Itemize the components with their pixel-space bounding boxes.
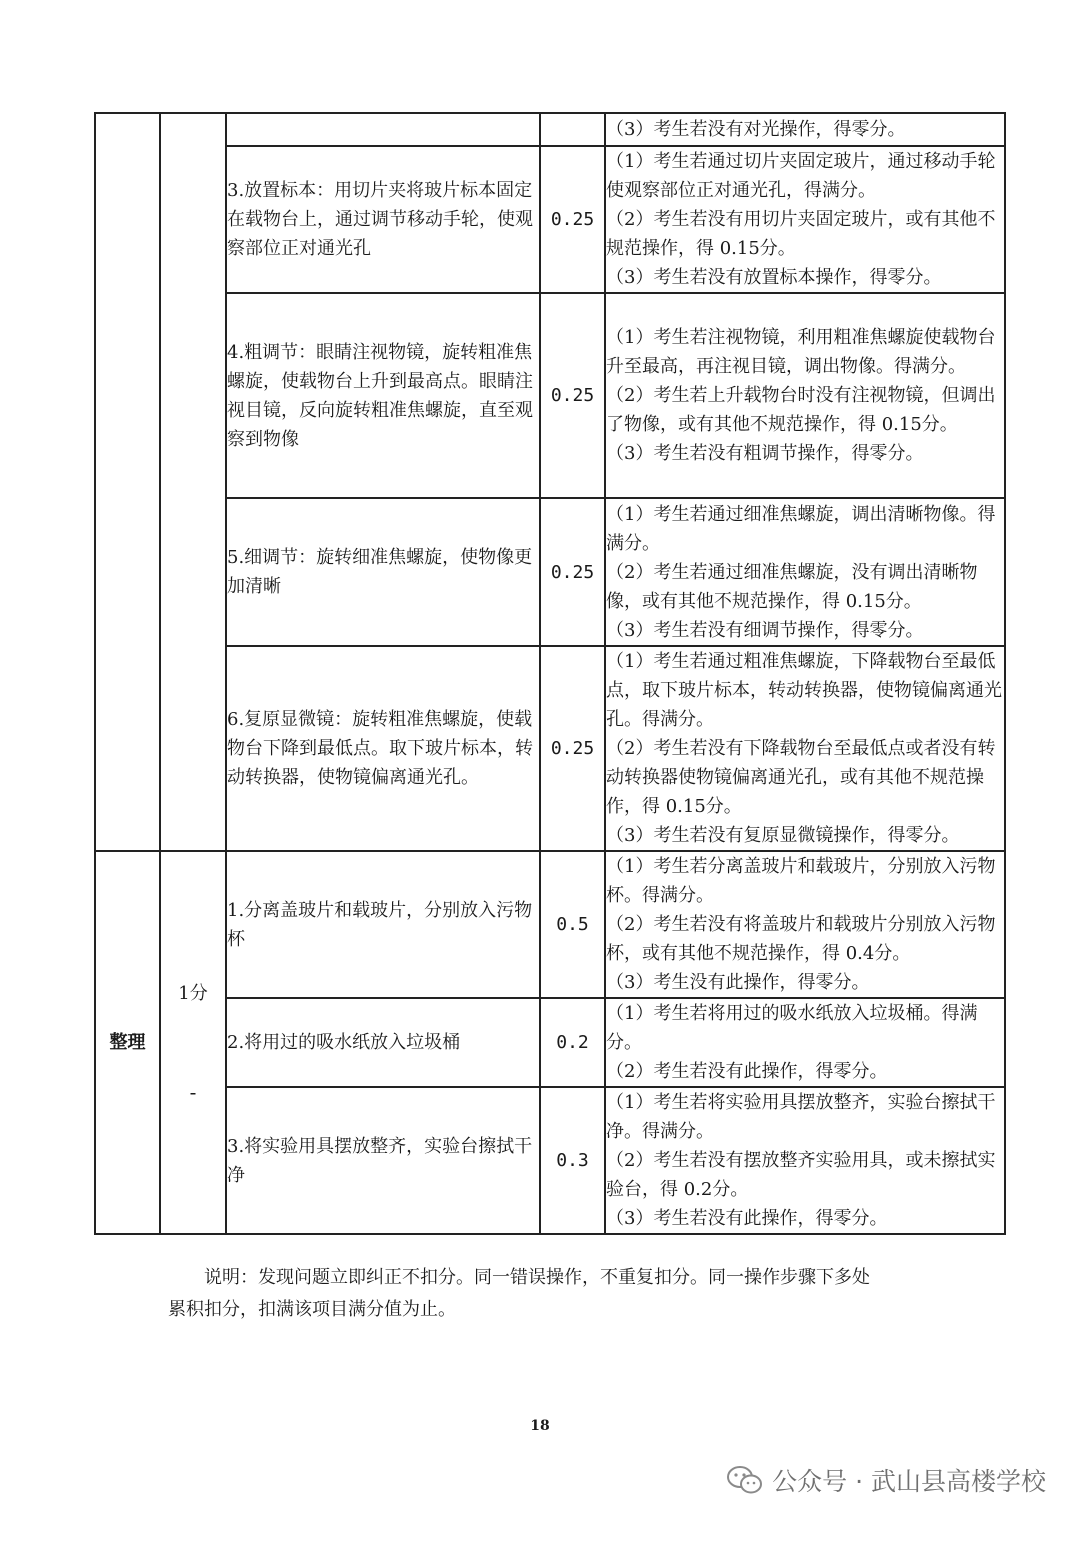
criteria-cell: [605, 293, 1005, 498]
step-cell: 5.细调节：旋转细准焦螺旋，使物像更加清晰: [226, 498, 540, 646]
watermark-text: 公众号 · 武山县高楼学校: [772, 1467, 1046, 1496]
watermark: [726, 1460, 1046, 1500]
criteria-line: （1）考生若注视物镜，利用粗准焦螺旋使载物台升至最高，再注视目镜，调出物像。得满分。: [606, 327, 996, 377]
criteria-line: （2）考生若没有用切片夹固定玻片，或有其他不规范操作，得 0.15分。: [606, 209, 996, 259]
criteria-line: （2）考生若没有摆放整齐实验用具，或未擦拭实验台，得 0.2分。: [606, 1150, 996, 1200]
criteria-cell: [605, 113, 1005, 146]
criteria-line: （3）考生若没有放置标本操作，得零分。: [606, 267, 942, 288]
criteria-line: （2）考生若没有下降载物台至最低点或者没有转动转换器使物镜偏离通光孔，或有其他不规范操作，得 0.15分。: [606, 738, 996, 817]
criteria-line: （3）考生若没有复原显微镜操作，得零分。: [606, 825, 960, 846]
scoring-table: [94, 112, 1006, 1235]
score-cell: [540, 113, 605, 146]
criteria-line: （3）考生若没有细调节操作，得零分。: [606, 619, 924, 641]
note-line-2: 累积扣分，扣满该项目满分值为止。: [168, 1299, 456, 1320]
step-cell: 1.分离盖玻片和载玻片，分别放入污物杯: [226, 851, 540, 998]
score-cell: 0.2: [540, 998, 605, 1087]
criteria-line: （3）考生没有此操作，得零分。: [606, 972, 870, 993]
criteria-cell: [605, 146, 1005, 293]
criteria-line: （2）考生若没有此操作，得零分。: [606, 1061, 888, 1082]
table-row: [95, 1087, 1005, 1234]
criteria-line: （2）考生若通过细准焦螺旋，没有调出清晰物像，或有其他不规范操作，得 0.15分。: [606, 561, 978, 612]
score-cell: 0.3: [540, 1087, 605, 1234]
explanation-note: [168, 1262, 968, 1326]
step-cell: 6.复原显微镜：旋转粗准焦螺旋，使载物台下降到最低点。取下玻片标本，转动转换器，使物镜偏离通光孔。: [226, 646, 540, 851]
table-row: [95, 646, 1005, 851]
criteria-line: （3）考生若没有对光操作，得零分。: [606, 119, 906, 140]
criteria-line: （1）考生若通过切片夹固定玻片，通过移动手轮使观察部位正对通光孔，得满分。: [606, 151, 996, 201]
score-cell: 0.25: [540, 146, 605, 293]
points-cell-empty: [160, 113, 226, 851]
criteria-line: （3）考生若没有粗调节操作，得零分。: [606, 443, 924, 464]
criteria-line: （1）考生若通过细准焦螺旋，调出清晰物像。得满分。: [606, 503, 996, 554]
page-number: 18: [530, 1418, 550, 1434]
note-line-1: 说明：发现问题立即纠正不扣分。同一错误操作，不重复扣分。同一操作步骤下多处: [204, 1267, 870, 1288]
table-row: [95, 293, 1005, 498]
criteria-line: （1）考生若通过粗准焦螺旋，下降载物台至最低点，取下玻片标本，转动转换器，使物镜偏离通光孔。得满分。: [606, 651, 1002, 730]
step-cell: 3.放置标本：用切片夹将玻片标本固定在载物台上，通过调节移动手轮，使观察部位正对通光孔: [226, 146, 540, 293]
category-cell-empty: [95, 113, 160, 851]
criteria-line: （1）考生若将实验用具摆放整齐，实验台擦拭干净。得满分。: [606, 1092, 996, 1142]
criteria-line: （1）考生若将用过的吸水纸放入垃圾桶。得满分。: [606, 1003, 978, 1053]
table-row: [95, 146, 1005, 293]
score-cell: 0.25: [540, 646, 605, 851]
criteria-line: （1）考生若分离盖玻片和载玻片，分别放入污物杯。得满分。: [606, 856, 996, 906]
criteria-line: （2）考生若上升载物台时没有注视物镜，但调出了物像，或有其他不规范操作，得 0.15分。: [606, 385, 996, 435]
step-cell: [226, 113, 540, 146]
score-cell: 0.25: [540, 293, 605, 498]
step-cell: 2.将用过的吸水纸放入垃圾桶: [226, 998, 540, 1087]
score-cell: 0.25: [540, 498, 605, 646]
score-cell: 0.5: [540, 851, 605, 998]
points-cell: [160, 851, 226, 1234]
step-cell: 4.粗调节：眼睛注视物镜，旋转粗准焦螺旋，使载物台上升到最高点。眼睛注视目镜，反向旋转粗准焦螺旋，直至观察到物像: [226, 293, 540, 498]
criteria-cell: [605, 646, 1005, 851]
criteria-cell: [605, 498, 1005, 646]
table-row: [95, 998, 1005, 1087]
stray-mark: -: [189, 1079, 197, 1104]
section-points: 1分: [178, 982, 208, 1004]
table-row: [95, 851, 1005, 998]
table-row: [95, 113, 1005, 146]
step-cell: 3.将实验用具摆放整齐，实验台擦拭干净: [226, 1087, 540, 1234]
criteria-line: （2）考生若没有将盖玻片和载玻片分别放入污物杯，或有其他不规范操作，得 0.4分。: [606, 914, 996, 964]
criteria-cell: [605, 1087, 1005, 1234]
criteria-cell: [605, 851, 1005, 998]
table-row: [95, 498, 1005, 646]
criteria-cell: [605, 998, 1005, 1087]
criteria-line: （3）考生若没有此操作，得零分。: [606, 1208, 888, 1229]
category-cell: 整理: [95, 851, 160, 1234]
wechat-icon: [726, 1464, 764, 1496]
